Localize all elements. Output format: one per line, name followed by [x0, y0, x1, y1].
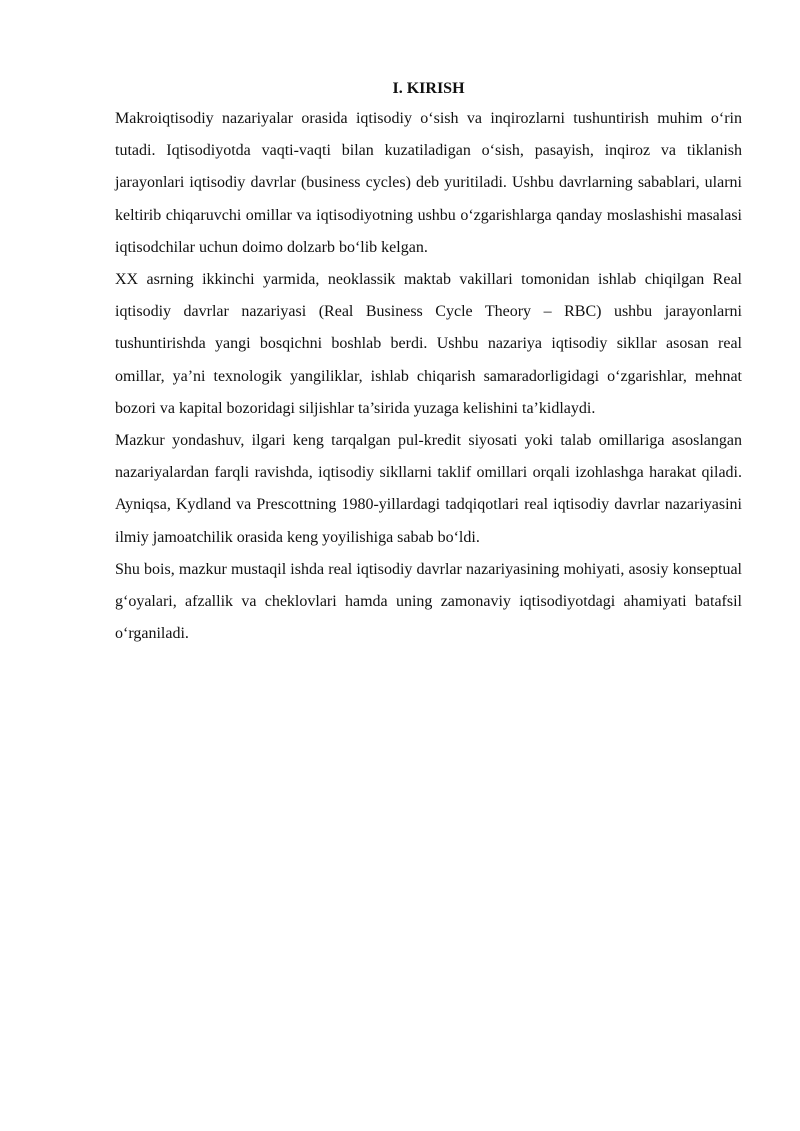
section-heading: I. KIRISH	[392, 80, 465, 97]
paragraph-1: Makroiqtisodiy nazariyalar orasida iqtisodiy o‘sish va inqirozlarni tushuntirish muhim o‘rin tutadi. Iqtisodiyotda vaqti-vaqti bilan kuzatiladigan o‘sish, pasayish, inqiroz va tiklanish jarayonlari iqtisodiy davrlar (business cycles) deb yuritiladi. Ushbu davrlarning sabablari, ularni keltirib chiqaruvchi omillar va iqtisodiyotning ushbu o‘zgarishlarga qanday moslashishi masalasi iqtisodchilar uchun doimo dolzarb bo‘lib kelgan.	[115, 110, 742, 256]
paragraph-4: Shu bois, mazkur mustaqil ishda real iqtisodiy davrlar nazariyasining mohiyati, asosiy konseptual g‘oyalari, afzallik va cheklovlari hamda uning zamonaviy iqtisodiyotdagi ahamiyati batafsil o‘rganiladi.	[115, 560, 742, 643]
paragraph-2: XX asrning ikkinchi yarmida, neoklassik maktab vakillari tomonidan ishlab chiqilgan Real iqtisodiy davrlar nazariyasi (Real Business Cycle Theory – RBC) ushbu jarayonlarni tushuntirishda yangi bosqichni boshlab berdi. Ushbu nazariya iqtisodiy sikllar asosan real omillar, ya’ni texnologik yangiliklar, ishlab chiqarish samaradorligidagi o‘zgarishlar, mehnat bozori va kapital bozoridagi siljishlar ta’sirida yuzaga kelishini ta’kidlaydi.	[115, 271, 742, 417]
paragraph-3: Mazkur yondashuv, ilgari keng tarqalgan pul-kredit siyosati yoki talab omillariga asoslangan nazariyalardan farqli ravishda, iqtisodiy sikllarni taklif omillari orqali izohlashga harakat qiladi. Ayniqsa, Kydland va Prescottning 1980-yillardagi tadqiqotlari real iqtisodiy davrlar nazariyasini ilmiy jamoatchilik orasida keng yoyilishiga sabab bo‘ldi.	[115, 432, 742, 546]
document-body	[115, 75, 742, 650]
